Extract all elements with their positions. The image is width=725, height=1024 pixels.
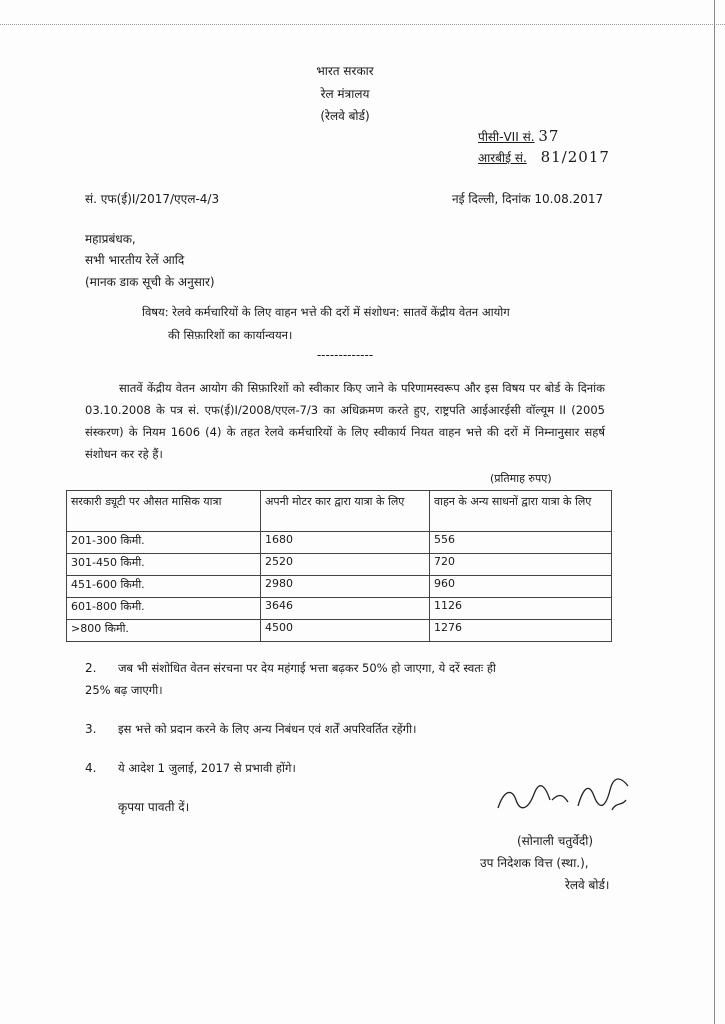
pc-value: 37	[538, 127, 560, 145]
addressee-line: सभी भारतीय रेलें आदि	[85, 253, 185, 267]
addressee-line: महाप्रबंधक,	[85, 232, 136, 246]
subject	[142, 305, 510, 320]
distance-cell: 301-450 किमी.	[67, 554, 261, 576]
other-rate-cell: 960	[430, 576, 612, 598]
letter-number: सं. एफ(ई)I/2017/एएल-4/3	[85, 192, 220, 206]
header-government: भारत सरकार	[316, 64, 374, 78]
table-header-cell: सरकारी ड्यूटी पर औसत मासिक यात्रा	[67, 491, 261, 532]
car-rate-cell: 2520	[261, 554, 430, 576]
addressee-line: (मानक डाक सूची के अनुसार)	[85, 275, 215, 289]
car-rate-cell: 2980	[261, 576, 430, 598]
handwritten-signature	[490, 770, 640, 823]
signatory-designation: उप निदेशक वित्त (स्था.),	[480, 856, 589, 870]
point-text: इस भत्ते को प्रदान करने के लिए अन्य निबंधन एवं शर्तें अपरिवर्तित रहेंगी।	[118, 722, 417, 736]
table-header-cell: वाहन के अन्य साधनों द्वारा यात्रा के लिए	[430, 491, 612, 532]
point-text: जब भी संशोधित वेतन संरचना पर देय महंगाई भत्ता बढ़कर 50% हो जाएगा, ये दरें स्वतः ही	[118, 661, 496, 675]
point-number: 2.	[85, 661, 97, 675]
distance-cell: 601-800 किमी.	[67, 598, 261, 620]
signatory-name: (सोनाली चतुर्वेदी)	[517, 834, 594, 848]
subject-text: रेलवे कर्मचारियों के लिए वाहन भत्ते की दरों में संशोधन: सातवें केंद्रीय वेतन आयोग	[172, 305, 510, 319]
car-rate-cell: 1680	[261, 532, 430, 554]
place-date: नई दिल्ली, दिनांक 10.08.2017	[452, 192, 604, 206]
subject-label: विषय:	[142, 305, 169, 319]
paragraph-1: सातवें केंद्रीय वेतन आयोग की सिफ़ारिशों को स्वीकार किए जाने के परिणामस्वरूप और इस विषय पर बोर्ड के दिनांक 03.10.2008 के पत्र सं. एफ(ई)I/2008/एएल-7/3 का अधिक्रमण करते हुए, राष्ट्रपति आईआरईसी वॉल्यूम II (2005 संस्करण) के नियम 1606 (4) के तहत रेलवे कर्मचारियों के लिए स्वीकार्य नियत वाहन भत्ते की दरों में निम्नानुसार सहर्ष संशोधन कर रहे हैं।	[85, 381, 605, 461]
scan-edge-line	[714, 0, 715, 1024]
car-rate-cell: 3646	[261, 598, 430, 620]
other-rate-cell: 556	[430, 532, 612, 554]
unit-label: (प्रतिमाह रुपए)	[490, 472, 552, 485]
table-row	[67, 554, 612, 576]
point-number: 4.	[85, 761, 97, 775]
distance-cell: 201-300 किमी.	[67, 532, 261, 554]
point-text: ये आदेश 1 जुलाई, 2017 से प्रभावी होंगे।	[118, 761, 296, 775]
other-rate-cell: 720	[430, 554, 612, 576]
table-header-row	[67, 491, 612, 532]
distance-cell: 451-600 किमी.	[67, 576, 261, 598]
signatory-organization: रेलवे बोर्ड।	[565, 878, 610, 892]
table-header-cell: अपनी मोटर कार द्वारा यात्रा के लिए	[261, 491, 430, 532]
pc-reference	[478, 127, 559, 145]
header-board: (रेलवे बोर्ड)	[320, 109, 370, 123]
separator: -------------	[316, 348, 374, 362]
rbe-label: आरबीई सं.	[478, 151, 527, 165]
table-row	[67, 620, 612, 642]
point-number: 3.	[85, 722, 97, 736]
other-rate-cell: 1276	[430, 620, 612, 642]
pc-label: पीसी-VII सं.	[478, 130, 535, 144]
allowance-rates-table	[66, 490, 612, 642]
rbe-reference	[478, 148, 610, 166]
point-text: 25% बढ़ जाएगी।	[85, 683, 163, 697]
header-ministry: रेल मंत्रालय	[320, 87, 370, 101]
car-rate-cell: 4500	[261, 620, 430, 642]
other-rate-cell: 1126	[430, 598, 612, 620]
distance-cell: >800 किमी.	[67, 620, 261, 642]
table-row	[67, 532, 612, 554]
rbe-value: 81/2017	[540, 148, 610, 166]
closing-text: कृपया पावती दें।	[118, 800, 190, 814]
subject-text-2: की सिफ़ारिशों का कार्यान्वयन।	[168, 328, 293, 342]
table-row	[67, 598, 612, 620]
scan-edge-line	[0, 24, 725, 25]
table-row	[67, 576, 612, 598]
